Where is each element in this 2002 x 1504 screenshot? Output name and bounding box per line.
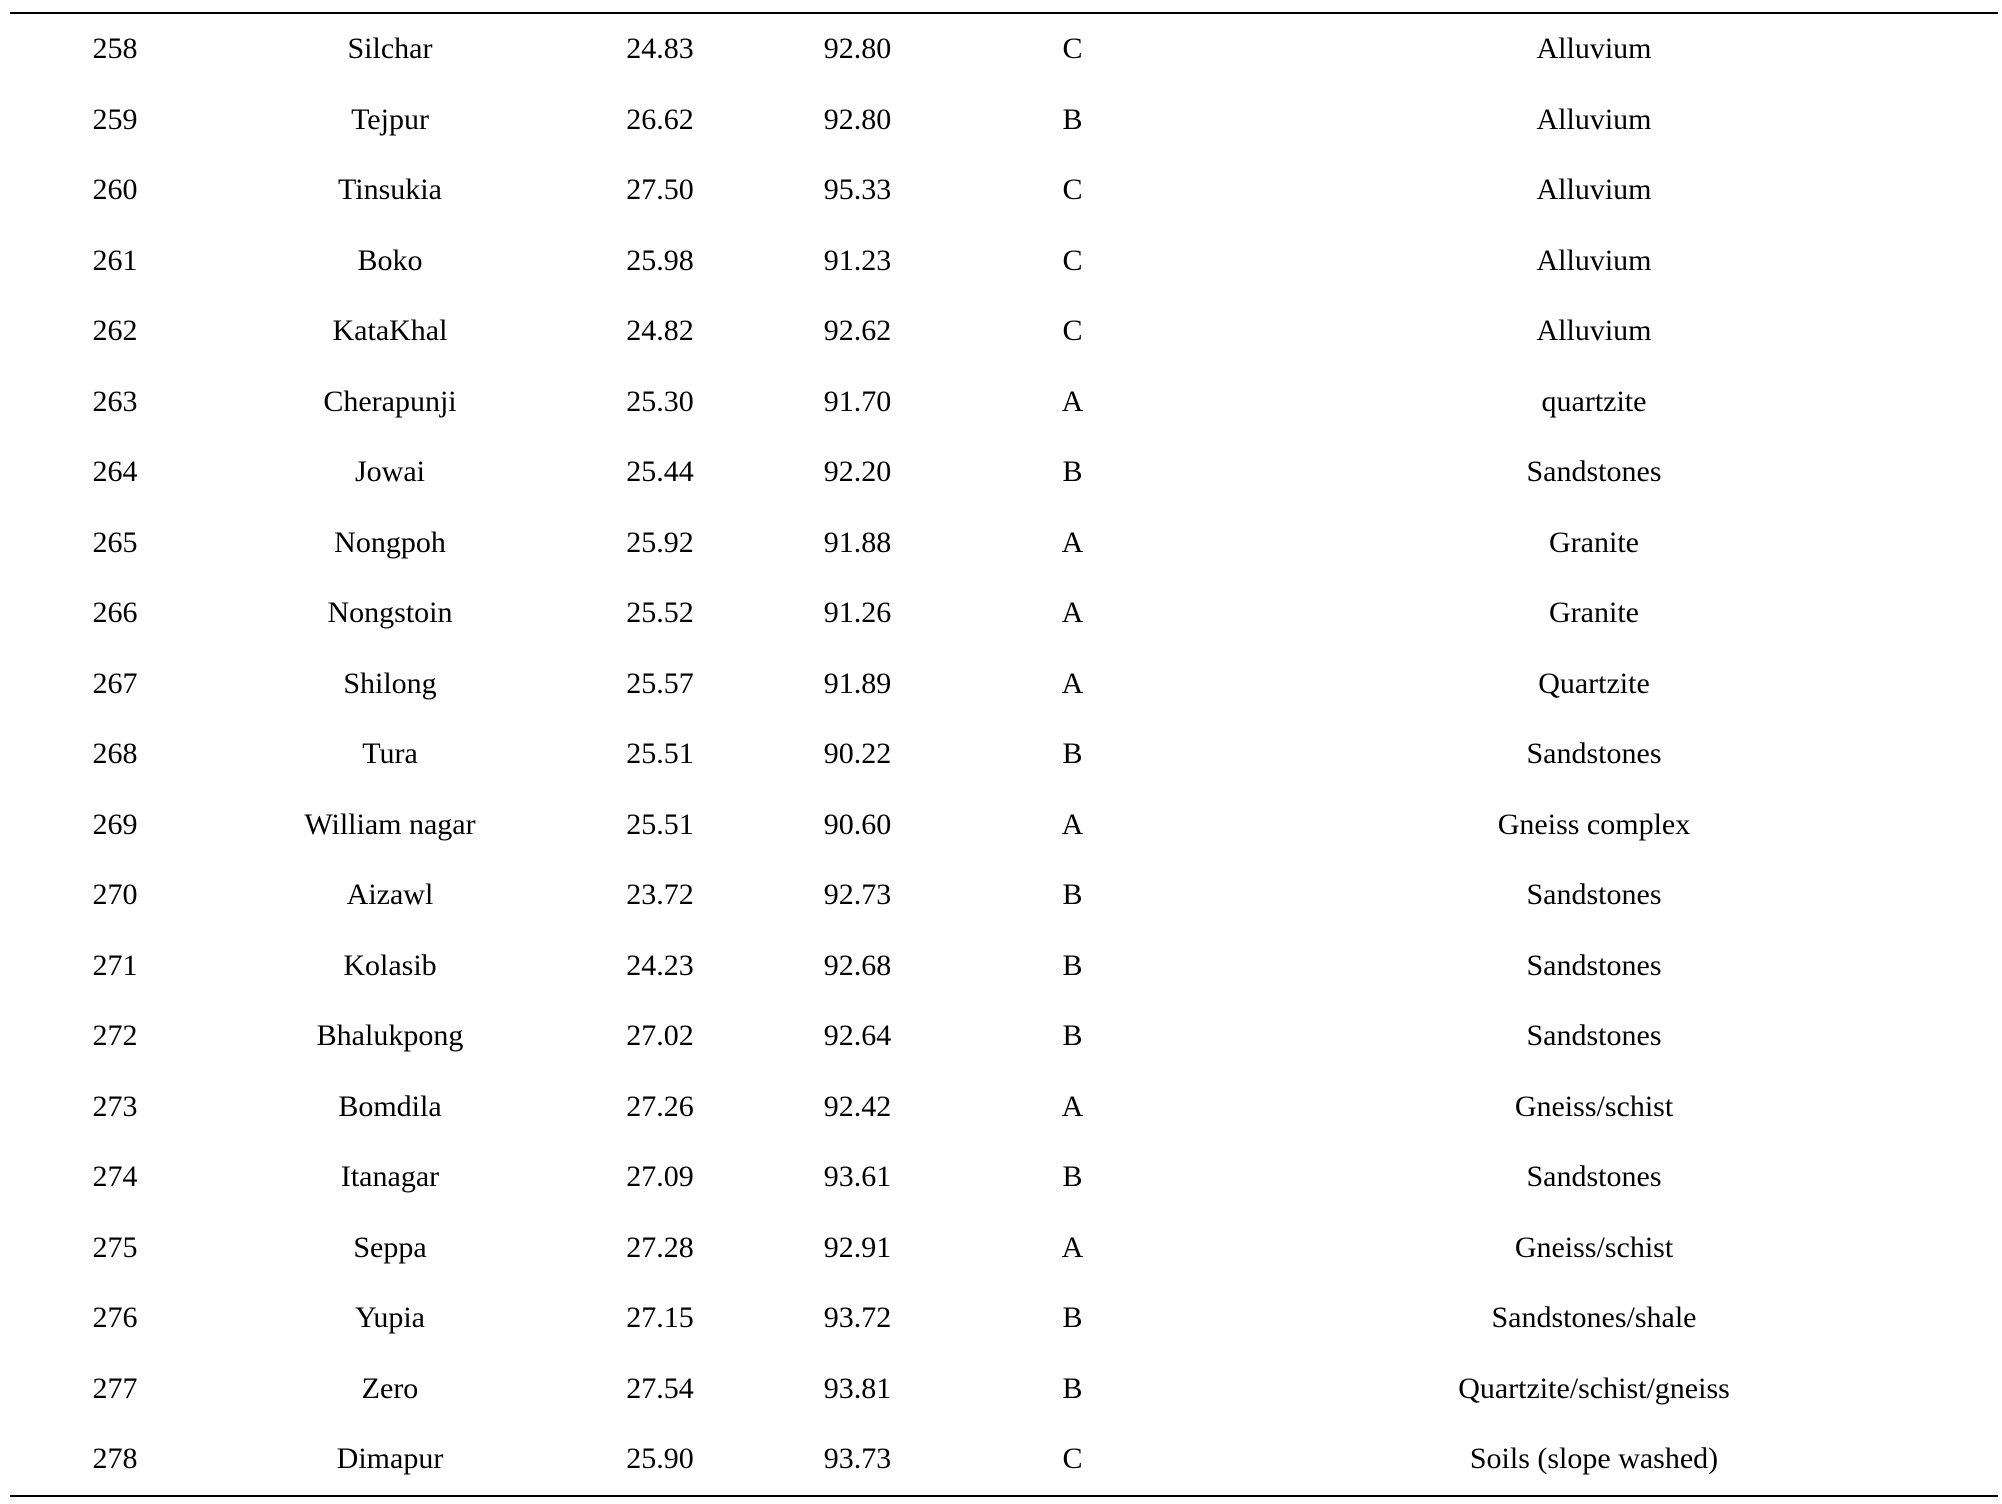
table-row (10, 367, 1998, 438)
cell-site-class: B (1062, 737, 1083, 771)
cell-geology: Gneiss/schist (1514, 1230, 1674, 1264)
cell-site-class: C (1062, 173, 1083, 207)
cell-geology: Sandstones (1526, 455, 1662, 489)
table-row (10, 437, 1998, 508)
cell-site-class: A (1061, 384, 1084, 418)
cell-number: 263 (92, 384, 138, 418)
cell-number: 275 (92, 1230, 138, 1264)
cell-geology: Alluvium (1536, 173, 1652, 207)
cell-station: Zero (361, 1371, 419, 1405)
cell-latitude: 25.51 (626, 737, 694, 771)
cell-site-class: B (1062, 1301, 1083, 1335)
table-row (10, 226, 1998, 297)
cell-number: 264 (92, 455, 138, 489)
cell-geology: Sandstones (1526, 737, 1662, 771)
cell-site-class: A (1061, 807, 1084, 841)
table-row (10, 85, 1998, 156)
cell-station: Bhalukpong (316, 1019, 464, 1053)
table-row (10, 155, 1998, 226)
cell-station: Yupia (355, 1301, 425, 1335)
cell-number: 270 (92, 878, 138, 912)
cell-station: Tinsukia (338, 173, 442, 207)
cell-geology: Gneiss complex (1497, 807, 1691, 841)
cell-latitude: 27.26 (626, 1089, 694, 1123)
cell-longitude: 91.70 (823, 384, 892, 418)
cell-longitude: 91.88 (823, 525, 892, 559)
cell-longitude: 92.20 (823, 455, 892, 489)
cell-longitude: 95.33 (823, 173, 892, 207)
cell-station: Boko (357, 243, 423, 277)
cell-latitude: 24.23 (626, 948, 694, 982)
cell-geology: Sandstones (1526, 1160, 1662, 1194)
cell-latitude: 25.98 (626, 243, 694, 277)
cell-station: KataKhal (332, 314, 448, 348)
table-row (10, 508, 1998, 579)
table-row (10, 578, 1998, 649)
table-row (10, 1213, 1998, 1284)
cell-geology: Alluvium (1536, 32, 1652, 66)
cell-longitude: 93.81 (823, 1371, 892, 1405)
cell-latitude: 25.52 (626, 596, 694, 630)
cell-station: Jowai (355, 455, 425, 489)
cell-site-class: B (1062, 1160, 1083, 1194)
table-row (10, 790, 1998, 861)
cell-station: Shilong (343, 666, 437, 700)
cell-number: 265 (92, 525, 138, 559)
cell-geology: Soils (slope washed) (1469, 1442, 1719, 1476)
cell-number: 269 (92, 807, 138, 841)
table-row (10, 1283, 1998, 1354)
cell-longitude: 91.26 (823, 596, 892, 630)
table-row (10, 649, 1998, 720)
cell-longitude: 92.80 (823, 32, 892, 66)
cell-site-class: B (1062, 102, 1083, 136)
cell-longitude: 93.73 (823, 1442, 892, 1476)
cell-site-class: C (1062, 1442, 1083, 1476)
cell-site-class: B (1062, 1371, 1083, 1405)
cell-latitude: 23.72 (626, 878, 694, 912)
cell-longitude: 93.61 (823, 1160, 892, 1194)
cell-number: 268 (92, 737, 138, 771)
table-row (10, 1142, 1998, 1213)
cell-number: 261 (92, 243, 138, 277)
cell-longitude: 92.80 (823, 102, 892, 136)
table-row (10, 14, 1998, 85)
cell-station: Nongpoh (334, 525, 446, 559)
cell-latitude: 27.02 (626, 1019, 694, 1053)
cell-longitude: 90.60 (823, 807, 892, 841)
cell-latitude: 25.30 (626, 384, 694, 418)
cell-longitude: 92.42 (823, 1089, 892, 1123)
cell-longitude: 92.68 (823, 948, 892, 982)
cell-number: 266 (92, 596, 138, 630)
cell-longitude: 92.64 (823, 1019, 892, 1053)
cell-latitude: 27.28 (626, 1230, 694, 1264)
cell-site-class: A (1061, 666, 1084, 700)
cell-site-class: B (1062, 1019, 1083, 1053)
cell-latitude: 24.82 (626, 314, 694, 348)
cell-station: Itanagar (340, 1160, 440, 1194)
cell-geology: Alluvium (1536, 314, 1652, 348)
cell-number: 277 (92, 1371, 138, 1405)
cell-site-class: C (1062, 32, 1083, 66)
cell-site-class: B (1062, 878, 1083, 912)
cell-number: 262 (92, 314, 138, 348)
cell-site-class: C (1062, 243, 1083, 277)
cell-latitude: 25.90 (626, 1442, 694, 1476)
cell-number: 276 (92, 1301, 138, 1335)
cell-number: 260 (92, 173, 138, 207)
cell-latitude: 25.51 (626, 807, 694, 841)
data-table-container (10, 12, 1998, 1497)
cell-site-class: A (1061, 1230, 1084, 1264)
cell-longitude: 92.91 (823, 1230, 892, 1264)
table-row (10, 860, 1998, 931)
cell-longitude: 91.23 (823, 243, 892, 277)
cell-station: Nongstoin (327, 596, 453, 630)
table-row (10, 1001, 1998, 1072)
cell-station: Bomdila (338, 1089, 442, 1123)
cell-geology: Sandstones (1526, 878, 1662, 912)
cell-station: Cherapunji (323, 384, 457, 418)
cell-geology: Sandstones/shale (1491, 1301, 1697, 1335)
cell-latitude: 24.83 (626, 32, 694, 66)
cell-number: 278 (92, 1442, 138, 1476)
cell-geology: Alluvium (1536, 243, 1652, 277)
cell-station: William nagar (304, 807, 476, 841)
cell-geology: Gneiss/schist (1514, 1089, 1674, 1123)
table-body (10, 14, 1998, 1495)
cell-geology: Alluvium (1536, 102, 1652, 136)
cell-site-class: B (1062, 948, 1083, 982)
cell-station: Kolasib (343, 948, 437, 982)
cell-latitude: 25.92 (626, 525, 694, 559)
cell-geology: Sandstones (1526, 948, 1662, 982)
cell-number: 272 (92, 1019, 138, 1053)
cell-station: Dimapur (336, 1442, 444, 1476)
cell-longitude: 92.62 (823, 314, 892, 348)
cell-geology: Granite (1549, 596, 1639, 630)
cell-site-class: A (1061, 1089, 1084, 1123)
cell-latitude: 27.09 (626, 1160, 694, 1194)
cell-geology: Sandstones (1526, 1019, 1662, 1053)
bottom-rule (10, 1495, 1998, 1497)
cell-site-class: C (1062, 314, 1083, 348)
cell-number: 274 (92, 1160, 138, 1194)
cell-station: Seppa (353, 1230, 427, 1264)
cell-geology: Granite (1549, 525, 1639, 559)
cell-site-class: A (1061, 525, 1084, 559)
cell-longitude: 90.22 (823, 737, 892, 771)
cell-site-class: A (1061, 596, 1084, 630)
site-table (10, 14, 1998, 1495)
cell-geology: Quartzite/schist/gneiss (1458, 1371, 1730, 1405)
cell-number: 259 (92, 102, 138, 136)
cell-longitude: 92.73 (823, 878, 892, 912)
cell-number: 271 (92, 948, 138, 982)
cell-longitude: 91.89 (823, 666, 892, 700)
cell-station: Silchar (347, 32, 433, 66)
cell-latitude: 26.62 (626, 102, 694, 136)
cell-latitude: 27.15 (626, 1301, 694, 1335)
cell-geology: quartzite (1541, 384, 1647, 418)
table-row (10, 1354, 1998, 1425)
cell-number: 273 (92, 1089, 138, 1123)
table-row (10, 296, 1998, 367)
cell-latitude: 27.50 (626, 173, 694, 207)
cell-latitude: 27.54 (626, 1371, 694, 1405)
table-row (10, 1072, 1998, 1143)
cell-number: 267 (92, 666, 138, 700)
cell-number: 258 (92, 32, 138, 66)
cell-geology: Quartzite (1538, 666, 1650, 700)
cell-latitude: 25.44 (626, 455, 694, 489)
cell-station: Tura (362, 737, 418, 771)
table-row (10, 931, 1998, 1002)
cell-station: Aizawl (346, 878, 434, 912)
table-row (10, 1424, 1998, 1495)
cell-longitude: 93.72 (823, 1301, 892, 1335)
cell-site-class: B (1062, 455, 1083, 489)
table-row (10, 719, 1998, 790)
cell-station: Tejpur (351, 102, 429, 136)
cell-latitude: 25.57 (626, 666, 694, 700)
